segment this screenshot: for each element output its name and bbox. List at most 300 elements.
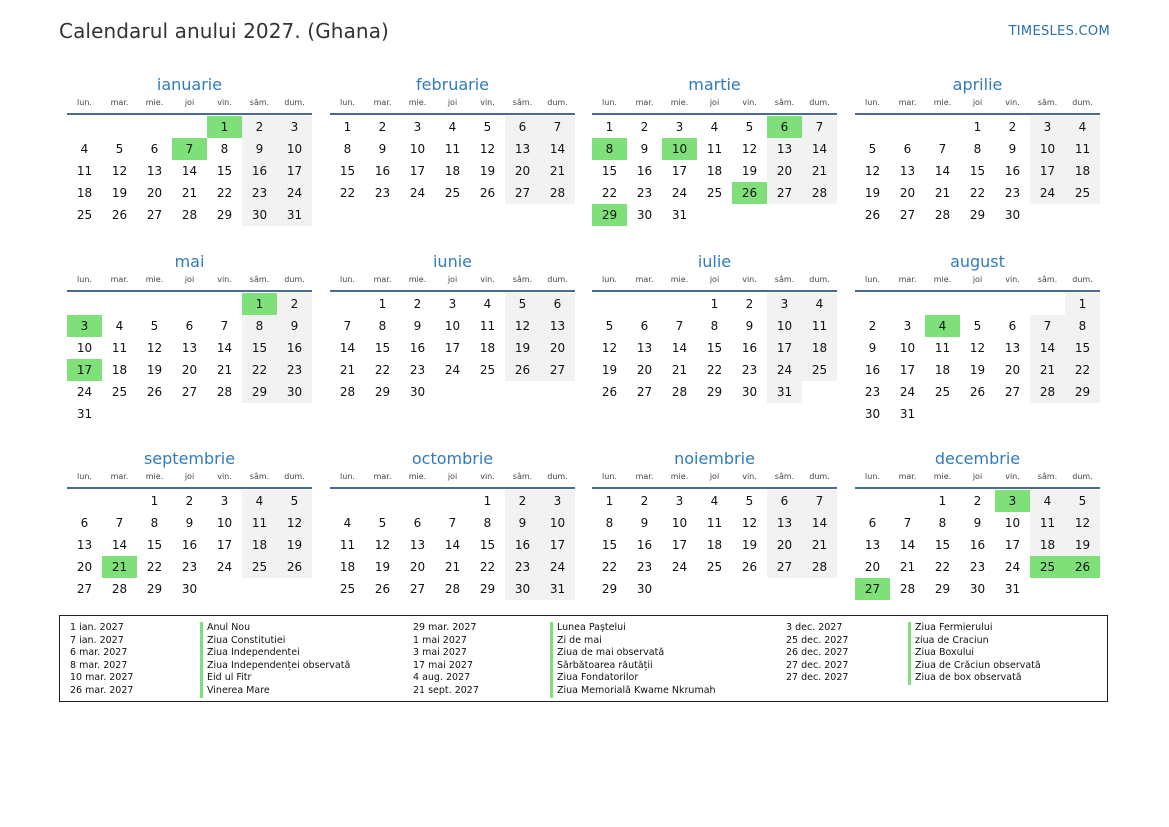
holiday-date: 8 mar. 2027 bbox=[70, 659, 128, 671]
day-cell: 26 bbox=[111, 208, 128, 222]
day-cell: 29 bbox=[1065, 381, 1100, 403]
day-cell: 19 bbox=[864, 186, 881, 200]
day-cell: 3 bbox=[277, 116, 312, 138]
holiday-date: 7 ian. 2027 bbox=[70, 634, 124, 646]
day-cell: 29 bbox=[479, 582, 496, 596]
month-title: noiembrie bbox=[674, 449, 755, 468]
day-cell: 8 bbox=[938, 516, 947, 530]
weekday-label: mar. bbox=[110, 472, 129, 481]
day-cell: 27 bbox=[540, 359, 575, 381]
weekday-label: lun. bbox=[865, 275, 880, 284]
day-cell: 2 bbox=[185, 494, 194, 508]
day-cell: 24 bbox=[409, 186, 426, 200]
day-cell: 15 bbox=[601, 538, 618, 552]
day-cell: 9 bbox=[242, 138, 277, 160]
day-cell: 11 bbox=[706, 516, 723, 530]
day-cell: 13 bbox=[409, 538, 426, 552]
weekday-label: joi bbox=[184, 98, 195, 107]
weekday-label: vin. bbox=[742, 98, 757, 107]
month-title: iunie bbox=[432, 252, 472, 271]
weekday-label: lun. bbox=[865, 472, 880, 481]
day-cell: 5 bbox=[277, 490, 312, 512]
weekday-label: joi bbox=[447, 98, 458, 107]
day-cell: 18 bbox=[706, 164, 723, 178]
holiday-names-column bbox=[200, 622, 350, 698]
weekday-label: lun. bbox=[77, 275, 92, 284]
day-cell: 5 bbox=[745, 120, 754, 134]
weekday-header bbox=[67, 274, 312, 292]
weekday-label: mar. bbox=[635, 275, 654, 284]
day-grid bbox=[855, 490, 1100, 600]
day-cell: 2 bbox=[413, 297, 422, 311]
holiday-date: 25 dec. 2027 bbox=[786, 634, 849, 646]
day-cell: 13 bbox=[899, 164, 916, 178]
day-cell: 30 bbox=[741, 385, 758, 399]
day-cell: 11 bbox=[444, 142, 461, 156]
day-cell: 30 bbox=[277, 381, 312, 403]
day-cell: 1 bbox=[150, 494, 159, 508]
month-martie bbox=[592, 74, 837, 226]
month-ianuarie bbox=[67, 74, 312, 226]
holiday-date: 27 dec. 2027 bbox=[786, 659, 849, 671]
day-cell: 9 bbox=[505, 512, 540, 534]
day-cell: 24 bbox=[216, 560, 233, 574]
weekday-label: vin. bbox=[480, 98, 495, 107]
weekday-label: sâm. bbox=[774, 472, 795, 481]
day-cell: 11 bbox=[339, 538, 356, 552]
day-cell: 13 bbox=[540, 315, 575, 337]
day-cell: 26 bbox=[374, 582, 391, 596]
weekday-header bbox=[330, 274, 575, 292]
day-cell: 7 bbox=[115, 516, 124, 530]
day-cell: 30 bbox=[636, 208, 653, 222]
day-cell: 15 bbox=[706, 341, 723, 355]
day-cell: 10 bbox=[540, 512, 575, 534]
day-cell-holiday: 21 bbox=[102, 556, 137, 578]
weekday-label: sâm. bbox=[774, 275, 795, 284]
weekday-label: mar. bbox=[898, 98, 917, 107]
day-cell: 13 bbox=[181, 341, 198, 355]
day-cell: 20 bbox=[505, 160, 540, 182]
day-cell: 23 bbox=[1004, 186, 1021, 200]
weekday-label: mar. bbox=[110, 275, 129, 284]
day-cell: 27 bbox=[146, 208, 163, 222]
day-cell: 24 bbox=[76, 385, 93, 399]
day-cell: 23 bbox=[636, 186, 653, 200]
month-title: mai bbox=[174, 252, 205, 271]
day-cell: 21 bbox=[216, 363, 233, 377]
weekday-label: vin. bbox=[217, 275, 232, 284]
weekday-label: dum. bbox=[809, 472, 830, 481]
day-cell: 24 bbox=[540, 556, 575, 578]
weekday-label: vin. bbox=[1005, 98, 1020, 107]
day-cell: 2 bbox=[868, 319, 877, 333]
day-cell: 29 bbox=[216, 208, 233, 222]
weekday-label: mar. bbox=[373, 275, 392, 284]
day-cell: 8 bbox=[973, 142, 982, 156]
day-cell: 22 bbox=[601, 186, 618, 200]
day-cell: 23 bbox=[242, 182, 277, 204]
day-cell: 8 bbox=[605, 516, 614, 530]
day-cell: 12 bbox=[1065, 512, 1100, 534]
month-title: aprilie bbox=[952, 75, 1003, 94]
weekday-label: dum. bbox=[1072, 275, 1093, 284]
day-cell: 27 bbox=[181, 385, 198, 399]
day-cell: 16 bbox=[864, 363, 881, 377]
holiday-date: 3 dec. 2027 bbox=[786, 622, 843, 633]
day-cell: 26 bbox=[505, 359, 540, 381]
holiday-date: 26 dec. 2027 bbox=[786, 647, 849, 659]
holiday-name: ziua de Craciun bbox=[908, 635, 1041, 648]
holiday-name: Vinerea Mare bbox=[200, 685, 350, 698]
holiday-date: 1 ian. 2027 bbox=[70, 622, 124, 633]
day-cell: 3 bbox=[675, 494, 684, 508]
day-cell: 31 bbox=[1004, 582, 1021, 596]
weekday-label: vin. bbox=[1005, 472, 1020, 481]
day-cell: 21 bbox=[671, 363, 688, 377]
day-cell: 23 bbox=[969, 560, 986, 574]
weekday-label: dum. bbox=[547, 98, 568, 107]
weekday-label: lun. bbox=[340, 472, 355, 481]
weekday-label: joi bbox=[184, 275, 195, 284]
day-cell: 28 bbox=[671, 385, 688, 399]
weekday-label: mie. bbox=[933, 275, 952, 284]
holiday-dates-column bbox=[786, 622, 848, 685]
day-cell: 28 bbox=[802, 182, 837, 204]
month-mai bbox=[67, 251, 312, 425]
weekday-label: mie. bbox=[933, 472, 952, 481]
day-cell: 10 bbox=[899, 341, 916, 355]
day-cell: 4 bbox=[483, 297, 492, 311]
day-cell: 9 bbox=[1008, 142, 1017, 156]
day-cell: 29 bbox=[934, 582, 951, 596]
day-cell: 8 bbox=[378, 319, 387, 333]
weekday-label: mie. bbox=[145, 472, 164, 481]
day-cell: 28 bbox=[540, 182, 575, 204]
holiday-name: Eid ul Fitr bbox=[200, 672, 350, 685]
month-title: ianuarie bbox=[156, 75, 223, 94]
day-cell: 29 bbox=[374, 385, 391, 399]
day-cell: 18 bbox=[339, 560, 356, 574]
weekday-label: joi bbox=[447, 472, 458, 481]
holiday-name: Ziua Independenței observată bbox=[200, 660, 350, 673]
day-cell: 17 bbox=[767, 337, 802, 359]
day-cell: 17 bbox=[216, 538, 233, 552]
holiday-name: Ziua de box observată bbox=[908, 672, 1041, 685]
weekday-label: sâm. bbox=[249, 472, 270, 481]
brand-link[interactable]: TIMESLES.COM bbox=[1008, 24, 1110, 39]
holiday-name: Sărbătoarea răutății bbox=[550, 660, 716, 673]
day-grid bbox=[67, 490, 312, 600]
day-cell: 17 bbox=[277, 160, 312, 182]
day-cell: 12 bbox=[741, 516, 758, 530]
day-cell: 17 bbox=[671, 164, 688, 178]
day-cell: 10 bbox=[216, 516, 233, 530]
day-cell: 31 bbox=[671, 208, 688, 222]
day-cell: 16 bbox=[741, 341, 758, 355]
weekday-label: vin. bbox=[480, 275, 495, 284]
day-cell: 17 bbox=[1004, 538, 1021, 552]
day-cell: 2 bbox=[640, 120, 649, 134]
day-cell: 5 bbox=[973, 319, 982, 333]
weekday-label: mar. bbox=[898, 275, 917, 284]
day-cell: 31 bbox=[277, 204, 312, 226]
day-cell: 28 bbox=[181, 208, 198, 222]
day-cell: 14 bbox=[802, 138, 837, 160]
day-cell: 20 bbox=[636, 363, 653, 377]
weekday-label: dum. bbox=[284, 275, 305, 284]
day-cell: 28 bbox=[802, 556, 837, 578]
day-cell-holiday: 8 bbox=[592, 138, 627, 160]
day-cell: 6 bbox=[640, 319, 649, 333]
day-cell: 8 bbox=[483, 516, 492, 530]
weekday-label: sâm. bbox=[1037, 472, 1058, 481]
day-cell: 13 bbox=[505, 138, 540, 160]
day-cell: 6 bbox=[767, 490, 802, 512]
day-cell: 9 bbox=[277, 315, 312, 337]
holiday-date: 21 sept. 2027 bbox=[413, 684, 479, 696]
day-cell: 21 bbox=[1030, 359, 1065, 381]
day-cell: 2 bbox=[973, 494, 982, 508]
day-cell: 4 bbox=[242, 490, 277, 512]
day-cell: 5 bbox=[115, 142, 124, 156]
day-cell: 23 bbox=[864, 385, 881, 399]
day-cell: 17 bbox=[409, 164, 426, 178]
day-cell: 25 bbox=[802, 359, 837, 381]
weekday-label: dum. bbox=[284, 98, 305, 107]
day-cell: 7 bbox=[343, 319, 352, 333]
day-cell: 24 bbox=[671, 560, 688, 574]
day-cell: 5 bbox=[868, 142, 877, 156]
day-cell: 12 bbox=[741, 142, 758, 156]
holiday-name: Ziua Fermierului bbox=[908, 622, 1041, 635]
weekday-header bbox=[592, 471, 837, 489]
day-grid bbox=[330, 116, 575, 204]
day-cell: 16 bbox=[374, 164, 391, 178]
weekday-label: sâm. bbox=[512, 472, 533, 481]
day-cell: 10 bbox=[277, 138, 312, 160]
day-cell: 12 bbox=[864, 164, 881, 178]
day-cell: 11 bbox=[76, 164, 93, 178]
day-cell: 5 bbox=[605, 319, 614, 333]
day-cell: 18 bbox=[934, 363, 951, 377]
day-cell: 6 bbox=[868, 516, 877, 530]
day-cell: 14 bbox=[802, 512, 837, 534]
day-cell: 4 bbox=[710, 120, 719, 134]
day-cell: 31 bbox=[767, 381, 802, 403]
day-cell: 11 bbox=[479, 319, 496, 333]
day-cell-holiday: 7 bbox=[172, 138, 207, 160]
holiday-dates-column bbox=[70, 622, 133, 698]
day-cell: 31 bbox=[540, 578, 575, 600]
day-cell: 3 bbox=[448, 297, 457, 311]
day-cell: 3 bbox=[220, 494, 229, 508]
day-cell: 6 bbox=[413, 516, 422, 530]
weekday-label: dum. bbox=[1072, 472, 1093, 481]
month-februarie bbox=[330, 74, 575, 204]
day-cell: 21 bbox=[802, 534, 837, 556]
day-cell: 28 bbox=[111, 582, 128, 596]
day-cell: 9 bbox=[413, 319, 422, 333]
weekday-label: sâm. bbox=[249, 98, 270, 107]
day-cell: 22 bbox=[601, 560, 618, 574]
day-cell: 11 bbox=[1030, 512, 1065, 534]
holiday-date: 3 mai 2027 bbox=[413, 647, 467, 659]
weekday-label: mar. bbox=[110, 98, 129, 107]
day-cell: 12 bbox=[601, 341, 618, 355]
day-grid bbox=[855, 116, 1100, 226]
day-cell: 8 bbox=[343, 142, 352, 156]
day-cell: 17 bbox=[1030, 160, 1065, 182]
day-cell: 4 bbox=[343, 516, 352, 530]
day-cell: 22 bbox=[216, 186, 233, 200]
weekday-label: mie. bbox=[670, 275, 689, 284]
day-cell-holiday: 26 bbox=[1065, 556, 1100, 578]
weekday-label: sâm. bbox=[512, 275, 533, 284]
weekday-label: joi bbox=[709, 98, 720, 107]
day-cell: 21 bbox=[802, 160, 837, 182]
day-cell: 15 bbox=[146, 538, 163, 552]
weekday-label: joi bbox=[184, 472, 195, 481]
day-grid bbox=[330, 490, 575, 600]
day-cell: 2 bbox=[378, 120, 387, 134]
day-cell: 1 bbox=[938, 494, 947, 508]
day-cell: 4 bbox=[80, 142, 89, 156]
weekday-label: lun. bbox=[77, 98, 92, 107]
month-iunie bbox=[330, 251, 575, 403]
day-cell: 2 bbox=[1008, 120, 1017, 134]
day-cell: 16 bbox=[1004, 164, 1021, 178]
day-cell: 18 bbox=[444, 164, 461, 178]
day-cell: 13 bbox=[146, 164, 163, 178]
day-cell: 26 bbox=[741, 560, 758, 574]
day-cell: 25 bbox=[444, 186, 461, 200]
day-cell: 26 bbox=[146, 385, 163, 399]
day-cell: 24 bbox=[444, 363, 461, 377]
day-cell: 13 bbox=[1004, 341, 1021, 355]
month-aprilie bbox=[855, 74, 1100, 226]
day-cell: 25 bbox=[242, 556, 277, 578]
month-septembrie bbox=[67, 448, 312, 600]
day-cell: 20 bbox=[409, 560, 426, 574]
day-cell: 20 bbox=[767, 534, 802, 556]
weekday-label: mie. bbox=[145, 275, 164, 284]
weekday-label: dum. bbox=[809, 275, 830, 284]
day-cell: 29 bbox=[601, 582, 618, 596]
day-cell: 17 bbox=[540, 534, 575, 556]
day-cell: 19 bbox=[969, 363, 986, 377]
day-cell: 31 bbox=[76, 407, 93, 421]
day-cell: 19 bbox=[374, 560, 391, 574]
weekday-label: mie. bbox=[670, 98, 689, 107]
day-cell: 25 bbox=[479, 363, 496, 377]
day-cell: 9 bbox=[185, 516, 194, 530]
weekday-label: dum. bbox=[547, 275, 568, 284]
day-cell: 10 bbox=[409, 142, 426, 156]
day-cell: 30 bbox=[409, 385, 426, 399]
day-cell: 8 bbox=[242, 315, 277, 337]
holiday-name: Ziua Independentei bbox=[200, 647, 350, 660]
day-cell: 9 bbox=[640, 142, 649, 156]
day-cell: 22 bbox=[146, 560, 163, 574]
day-cell: 22 bbox=[479, 560, 496, 574]
day-cell: 23 bbox=[277, 359, 312, 381]
day-cell: 2 bbox=[640, 494, 649, 508]
month-august bbox=[855, 251, 1100, 425]
day-cell: 1 bbox=[343, 120, 352, 134]
holiday-date: 1 mai 2027 bbox=[413, 634, 467, 646]
day-cell: 11 bbox=[706, 142, 723, 156]
day-cell: 27 bbox=[636, 385, 653, 399]
day-grid bbox=[67, 116, 312, 226]
day-cell: 20 bbox=[76, 560, 93, 574]
weekday-label: dum. bbox=[809, 98, 830, 107]
weekday-label: joi bbox=[972, 98, 983, 107]
holidays-panel bbox=[59, 615, 1108, 702]
holiday-name: Ziua Constitutiei bbox=[200, 635, 350, 648]
holiday-name: Ziua Memorială Kwame Nkrumah bbox=[550, 685, 716, 698]
day-cell-holiday: 4 bbox=[925, 315, 960, 337]
weekday-label: lun. bbox=[602, 98, 617, 107]
weekday-header bbox=[67, 471, 312, 489]
holiday-name: Zi de mai bbox=[550, 635, 716, 648]
day-cell: 7 bbox=[903, 516, 912, 530]
day-cell: 19 bbox=[741, 538, 758, 552]
day-cell: 3 bbox=[767, 293, 802, 315]
month-title: octombrie bbox=[411, 449, 494, 468]
day-cell: 14 bbox=[934, 164, 951, 178]
weekday-label: vin. bbox=[480, 472, 495, 481]
day-cell: 20 bbox=[540, 337, 575, 359]
day-cell: 28 bbox=[899, 582, 916, 596]
day-cell: 18 bbox=[1065, 160, 1100, 182]
day-cell: 28 bbox=[444, 582, 461, 596]
day-cell: 25 bbox=[111, 385, 128, 399]
day-cell: 26 bbox=[969, 385, 986, 399]
day-cell: 19 bbox=[1065, 534, 1100, 556]
weekday-label: mie. bbox=[408, 275, 427, 284]
day-cell-holiday: 6 bbox=[767, 116, 802, 138]
day-cell: 22 bbox=[339, 186, 356, 200]
weekday-label: vin. bbox=[217, 472, 232, 481]
day-cell: 21 bbox=[181, 186, 198, 200]
day-cell: 15 bbox=[601, 164, 618, 178]
weekday-label: vin. bbox=[1005, 275, 1020, 284]
day-cell: 18 bbox=[76, 186, 93, 200]
day-grid bbox=[855, 293, 1100, 425]
day-cell: 22 bbox=[1065, 359, 1100, 381]
day-cell: 15 bbox=[339, 164, 356, 178]
day-cell: 16 bbox=[969, 538, 986, 552]
day-cell: 13 bbox=[767, 138, 802, 160]
holiday-name: Anul Nou bbox=[200, 622, 350, 635]
day-cell: 16 bbox=[277, 337, 312, 359]
day-cell: 27 bbox=[1004, 385, 1021, 399]
day-cell: 17 bbox=[899, 363, 916, 377]
weekday-header bbox=[855, 274, 1100, 292]
weekday-label: sâm. bbox=[512, 98, 533, 107]
day-cell: 15 bbox=[242, 337, 277, 359]
day-cell: 19 bbox=[479, 164, 496, 178]
day-cell: 22 bbox=[934, 560, 951, 574]
day-cell: 24 bbox=[671, 186, 688, 200]
day-cell: 1 bbox=[710, 297, 719, 311]
day-cell: 9 bbox=[378, 142, 387, 156]
weekday-header bbox=[592, 274, 837, 292]
month-noiembrie bbox=[592, 448, 837, 600]
day-cell: 24 bbox=[277, 182, 312, 204]
day-cell: 16 bbox=[409, 341, 426, 355]
